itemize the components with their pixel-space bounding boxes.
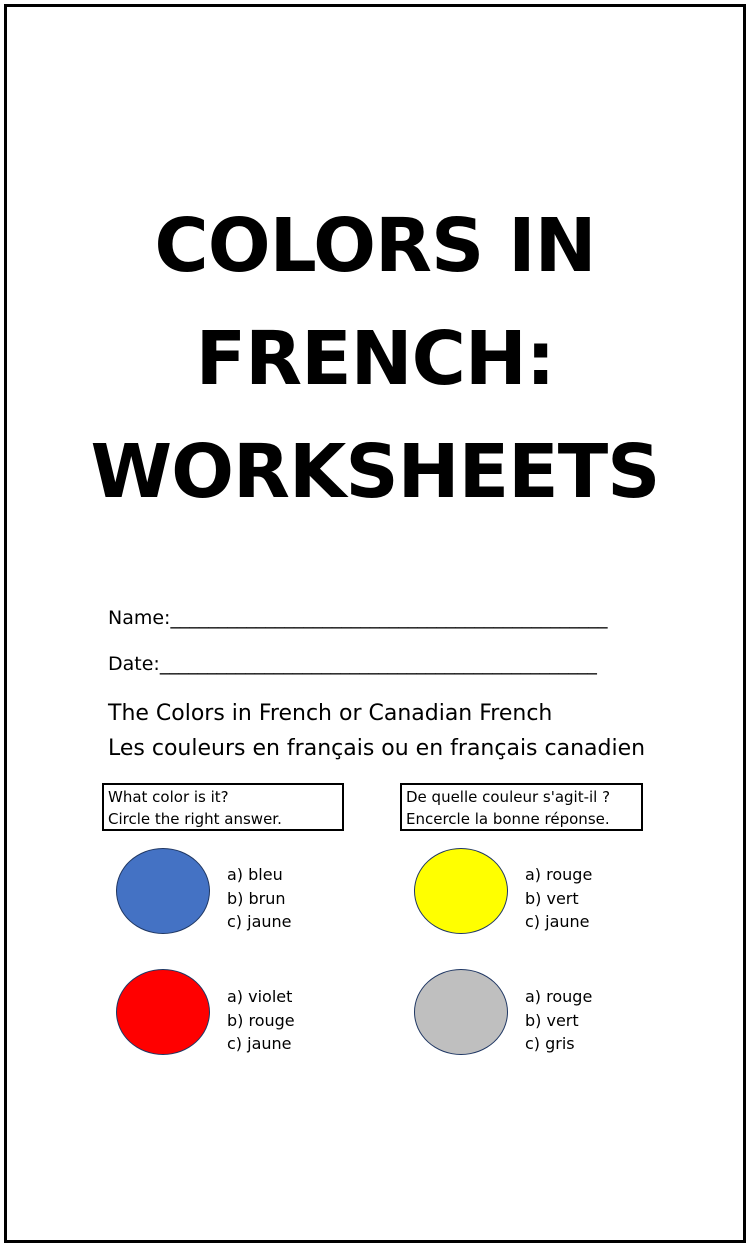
color-swatch-red — [116, 969, 210, 1055]
color-swatch-yellow — [414, 848, 508, 934]
answer-options — [227, 985, 295, 1056]
instruction-directive: Encercle la bonne réponse. — [406, 810, 610, 828]
title-line-2: FRENCH: — [195, 316, 555, 402]
color-swatch-blue — [116, 848, 210, 934]
worksheet-title — [0, 190, 750, 529]
color-swatch-gray — [414, 969, 508, 1055]
subtitle-french: Les couleurs en français ou en français canadien — [108, 736, 646, 761]
answer-option[interactable]: b) rouge — [227, 1010, 295, 1030]
answer-options — [227, 863, 292, 934]
answer-option[interactable]: b) brun — [227, 888, 286, 908]
answer-option[interactable]: c) gris — [525, 1034, 575, 1053]
instructions-french-box — [400, 783, 643, 831]
subtitle-english: The Colors in French or Canadian French — [108, 701, 553, 726]
answer-options — [525, 985, 592, 1056]
name-field[interactable]: Name:______________________________________________ — [108, 607, 608, 629]
answer-option[interactable]: b) vert — [525, 1010, 579, 1030]
answer-option[interactable]: a) bleu — [227, 865, 283, 884]
instruction-question: De quelle couleur s'agit-il ? — [406, 788, 611, 806]
answer-option[interactable]: c) jaune — [525, 912, 590, 931]
instructions-english-box — [102, 783, 344, 831]
answer-option[interactable]: c) jaune — [227, 912, 292, 931]
answer-options — [525, 863, 592, 934]
answer-option[interactable]: a) rouge — [525, 865, 593, 884]
answer-option[interactable]: c) jaune — [227, 1034, 292, 1053]
title-line-1: COLORS IN — [154, 203, 596, 289]
answer-option[interactable]: a) rouge — [525, 987, 593, 1006]
title-line-3: WORKSHEETS — [90, 429, 660, 515]
instruction-question: What color is it? — [108, 788, 229, 806]
instruction-directive: Circle the right answer. — [108, 810, 282, 828]
date-field[interactable]: Date:______________________________________________ — [108, 653, 597, 675]
answer-option[interactable]: b) vert — [525, 888, 579, 908]
answer-option[interactable]: a) violet — [227, 987, 293, 1006]
